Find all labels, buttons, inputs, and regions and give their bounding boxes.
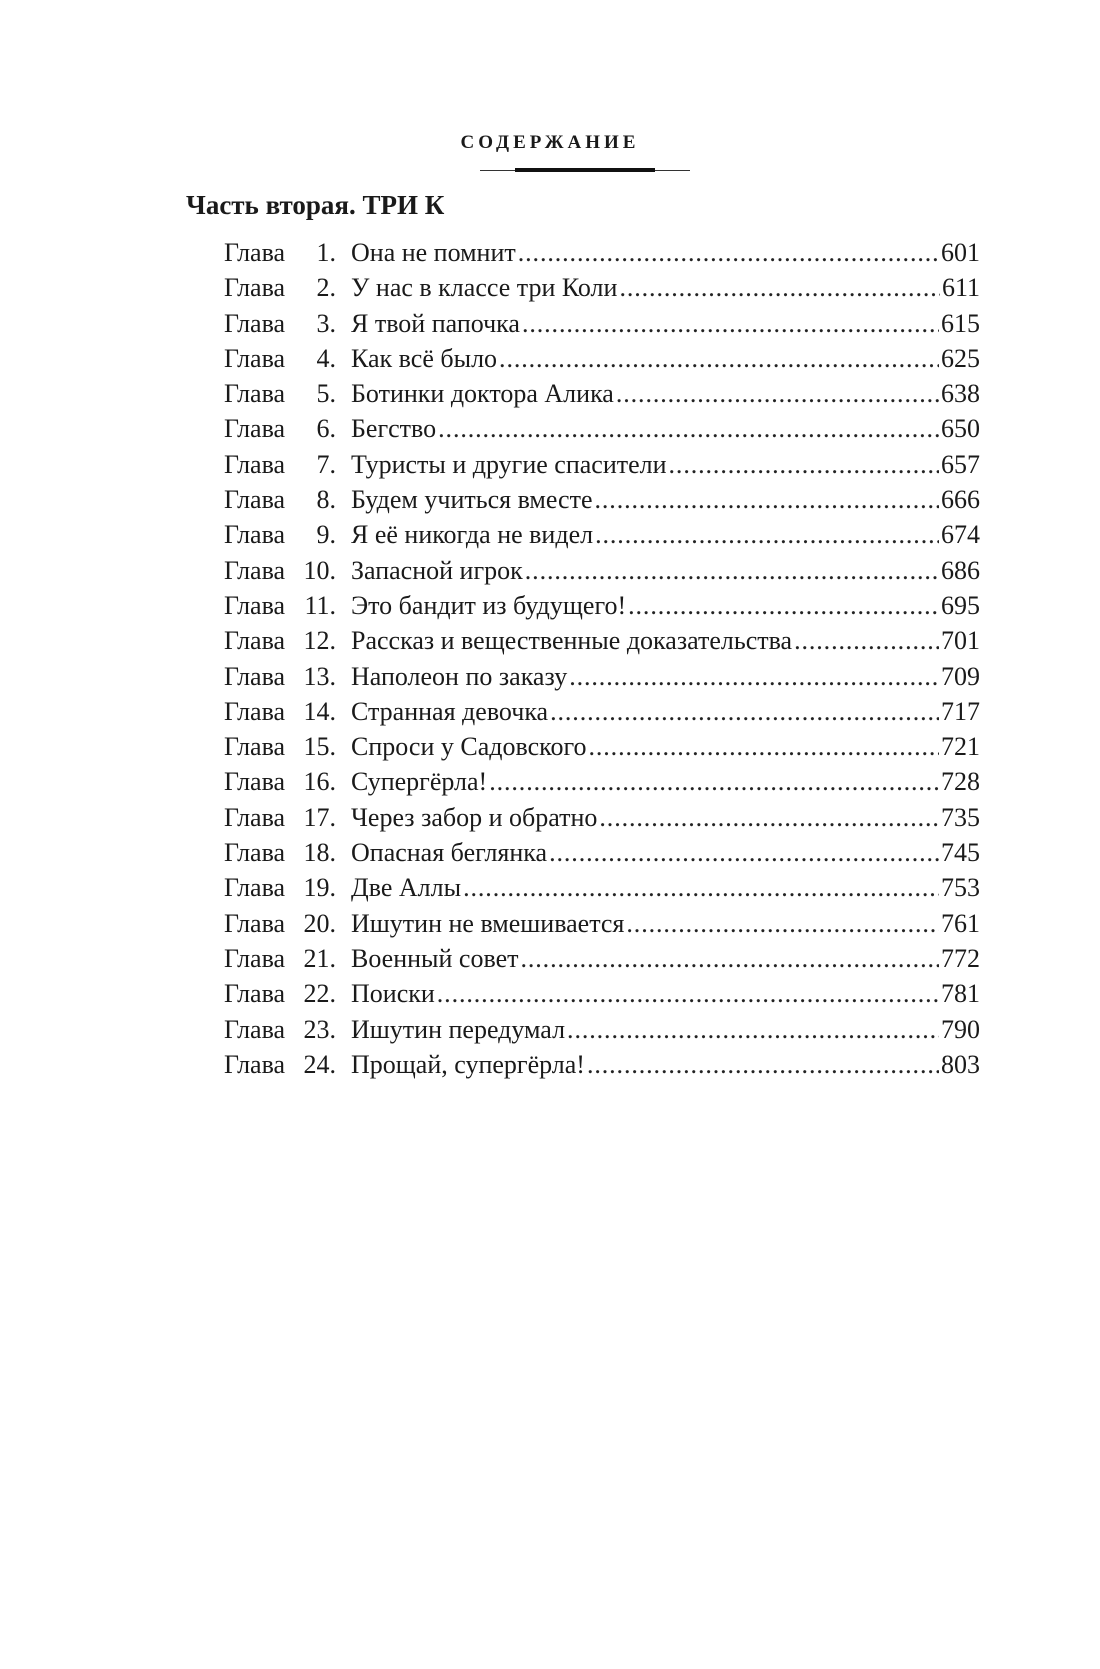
dot-leader [461, 870, 939, 905]
chapter-title: Она не помнит [351, 238, 516, 267]
chapter-word: Глава [224, 979, 286, 1009]
chapter-word: Глава [224, 802, 286, 832]
dot-leader [586, 729, 939, 764]
chapter-title: Ишутин передумал [351, 1014, 566, 1044]
toc-entry [224, 553, 980, 588]
page-number: 721 [941, 732, 980, 762]
dot-leader [523, 553, 939, 588]
chapter-title: Рассказ и вещественные доказательства [351, 626, 793, 656]
toc-entry [224, 270, 980, 305]
chapter-number: 2. [316, 273, 336, 303]
chapter-number: 1. [316, 238, 336, 267]
chapter-number: 6. [316, 414, 336, 444]
chapter-word: Глава [224, 308, 286, 338]
dot-leader [435, 976, 939, 1011]
chapter-number: 4. [316, 343, 336, 373]
toc-entry [224, 976, 980, 1011]
chapter-number: 19. [303, 873, 336, 903]
chapter-title: Туристы и другие спасители [351, 449, 667, 479]
page-number: 674 [941, 520, 980, 550]
chapter-title: Бегство [351, 414, 437, 444]
dot-leader [548, 694, 939, 729]
page-number: 709 [941, 661, 980, 691]
page-number: 745 [941, 838, 980, 868]
toc-entry [224, 1012, 980, 1047]
contents-heading: СОДЕРЖАНИЕ [460, 132, 640, 153]
page-number: 753 [941, 873, 980, 903]
toc-entry [224, 306, 980, 341]
toc-entry [224, 764, 980, 799]
page-number: 601 [941, 238, 980, 267]
chapter-title: Странная девочка [351, 696, 549, 726]
chapter-word: Глава [224, 485, 286, 515]
chapter-title: Будем учиться вместе [351, 485, 593, 515]
dot-leader [567, 659, 939, 694]
dot-leader [593, 517, 939, 552]
chapter-title: Запасной игрок [351, 555, 523, 585]
chapter-word: Глава [224, 555, 286, 585]
chapter-number: 17. [303, 802, 336, 832]
chapter-word: Глава [224, 661, 286, 691]
dot-leader [436, 411, 939, 446]
chapter-number: 15. [303, 732, 336, 762]
chapter-title: Военный совет [351, 943, 519, 973]
chapter-number: 22. [303, 979, 336, 1009]
heading-rule-thick [515, 168, 655, 172]
toc-entry [224, 235, 980, 270]
chapter-word: Глава [224, 590, 286, 620]
chapter-title: Я её никогда не видел [351, 520, 594, 550]
toc-entry [224, 341, 980, 376]
chapter-word: Глава [224, 1049, 286, 1079]
chapter-word: Глава [224, 273, 286, 303]
chapter-word: Глава [224, 732, 286, 762]
toc-entry [224, 941, 980, 976]
chapter-title: Наполеон по заказу [351, 661, 568, 691]
chapter-word: Глава [224, 343, 286, 373]
page-number: 611 [941, 273, 980, 303]
toc-entry [224, 623, 980, 658]
toc-entry [224, 482, 980, 517]
chapter-word: Глава [224, 838, 286, 868]
toc-entry [224, 588, 980, 623]
table-of-contents [224, 235, 980, 1082]
dot-leader [593, 482, 940, 517]
chapter-number: 3. [316, 308, 336, 338]
chapter-number: 8. [316, 485, 336, 515]
chapter-number: 13. [303, 661, 336, 691]
page-number: 695 [941, 590, 980, 620]
page-number: 772 [941, 943, 980, 973]
chapter-title: Как всё было [351, 343, 498, 373]
toc-entry [224, 694, 980, 729]
chapter-number: 20. [303, 908, 336, 938]
dot-leader [614, 376, 939, 411]
dot-leader [792, 623, 939, 658]
chapter-word: Глава [224, 908, 286, 938]
toc-entry [224, 906, 980, 941]
chapter-number: 7. [316, 449, 336, 479]
chapter-number: 16. [303, 767, 336, 797]
toc-entry [224, 376, 980, 411]
chapter-word: Глава [224, 1014, 286, 1044]
chapter-title: Ишутин не вмешивается [351, 908, 625, 938]
chapter-title: Опасная беглянка [351, 838, 548, 868]
toc-entry [224, 1047, 980, 1082]
page-number: 638 [941, 379, 980, 409]
toc-entry [224, 411, 980, 446]
page-number: 790 [941, 1014, 980, 1044]
chapter-word: Глава [224, 520, 286, 550]
chapter-title: Супергёрла! [351, 767, 488, 797]
toc-entry [224, 517, 980, 552]
dot-leader [565, 1012, 939, 1047]
chapter-title: Это бандит из будущего! [351, 590, 627, 620]
toc-entry [224, 729, 980, 764]
dot-leader [597, 800, 939, 835]
dot-leader [617, 270, 940, 305]
page-number: 717 [941, 696, 980, 726]
chapter-number: 5. [316, 379, 336, 409]
chapter-title: Прощай, супергёрла! [351, 1049, 585, 1079]
page-number: 686 [941, 555, 980, 585]
chapter-word: Глава [224, 238, 286, 267]
dot-leader [497, 341, 939, 376]
chapter-title: Спроси у Садовского [351, 732, 587, 762]
chapter-word: Глава [224, 767, 286, 797]
chapter-number: 9. [316, 520, 336, 550]
chapter-word: Глава [224, 379, 286, 409]
toc-entry [224, 870, 980, 905]
toc-entry [224, 835, 980, 870]
part-title: Часть вторая. ТРИ К [186, 190, 445, 220]
page-number: 701 [941, 626, 980, 656]
chapter-number: 23. [303, 1014, 336, 1044]
toc-entry [224, 447, 980, 482]
page-number: 625 [941, 343, 980, 373]
dot-leader [487, 764, 939, 799]
chapter-number: 11. [304, 590, 336, 620]
dot-leader [518, 941, 939, 976]
dot-leader [516, 235, 939, 270]
chapter-number: 18. [303, 838, 336, 868]
chapter-number: 10. [303, 555, 336, 585]
chapter-word: Глава [224, 626, 286, 656]
chapter-word: Глава [224, 696, 286, 726]
chapter-title: Ботинки доктора Алика [351, 379, 614, 409]
page-number: 728 [941, 767, 980, 797]
chapter-title: Я твой папочка [351, 308, 520, 338]
chapter-word: Глава [224, 943, 286, 973]
page-number: 735 [941, 802, 980, 832]
chapter-title: Через забор и обратно [351, 802, 598, 832]
chapter-number: 21. [303, 943, 336, 973]
page-number: 650 [941, 414, 980, 444]
dot-leader [547, 835, 939, 870]
chapter-word: Глава [224, 414, 286, 444]
chapter-word: Глава [224, 449, 286, 479]
toc-entry [224, 659, 980, 694]
page-number: 666 [941, 485, 980, 515]
dot-leader [585, 1047, 939, 1082]
toc-entry [224, 800, 980, 835]
page-number: 781 [941, 979, 980, 1009]
dot-leader [624, 906, 939, 941]
dot-leader [626, 588, 939, 623]
chapter-title: У нас в классе три Коли [351, 273, 618, 303]
chapter-number: 24. [303, 1049, 336, 1079]
chapter-word: Глава [224, 873, 286, 903]
dot-leader [520, 306, 939, 341]
chapter-title: Поиски [351, 979, 435, 1009]
dot-leader [667, 447, 939, 482]
page-number: 761 [941, 908, 980, 938]
chapter-number: 12. [303, 626, 336, 656]
page-number: 615 [941, 308, 980, 338]
page-number: 803 [941, 1049, 980, 1079]
chapter-title: Две Аллы [351, 873, 462, 903]
chapter-number: 14. [303, 696, 336, 726]
page-number: 657 [941, 449, 980, 479]
